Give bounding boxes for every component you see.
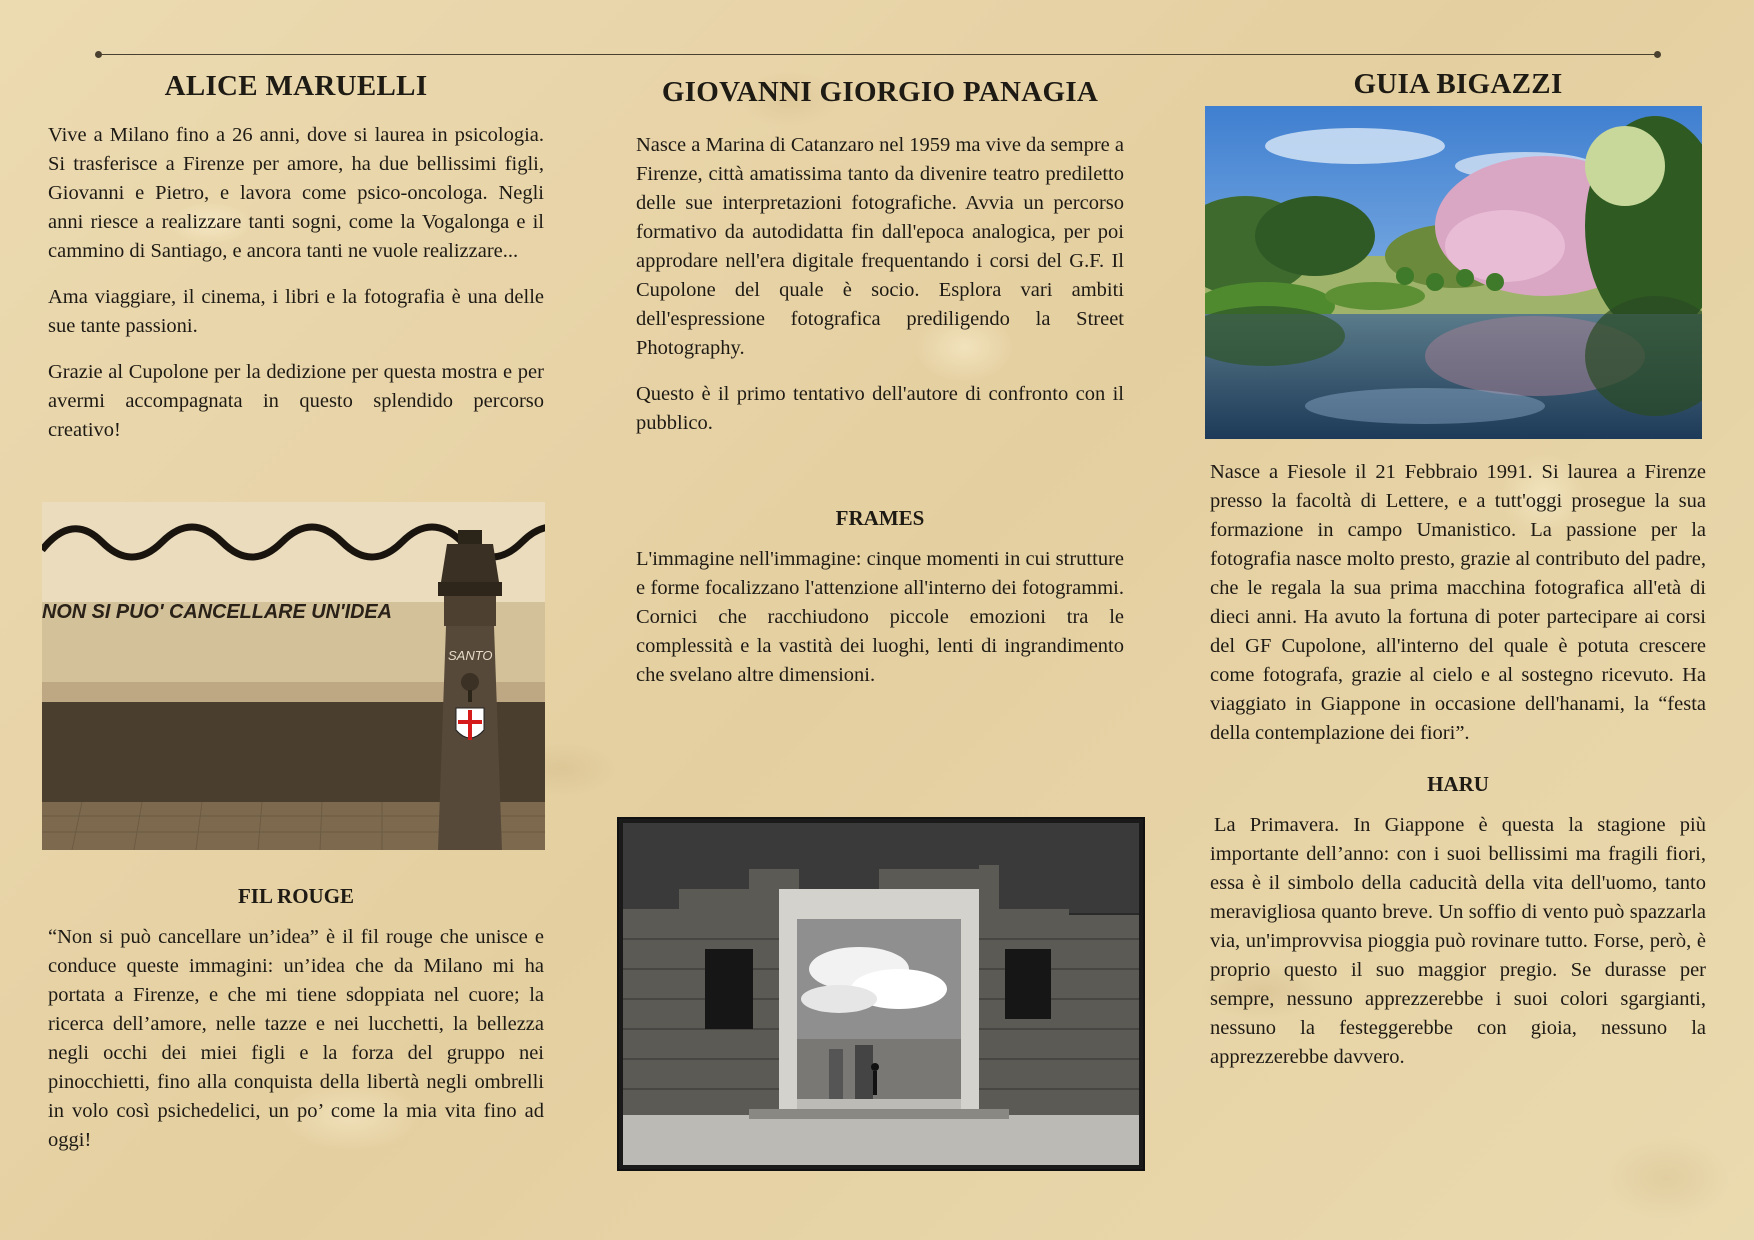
project-title: HARU — [1427, 772, 1489, 796]
author-note: Questo è il primo tentativo dell'autore di confronto con il pubblico. — [636, 383, 1124, 434]
photo-tag-text: SANTO — [448, 648, 493, 663]
column-left — [48, 70, 544, 445]
author-bio: Nasce a Marina di Catanzaro nel 1959 ma vive da sempre a Firenze, città amatissima tanto da divenire teatro prediletto delle sue interpretazioni fotografiche. Avvia un percorso formativo da autodidatta fin dall'epoca analogica, per poi approdare nell'era digitale frequentando i corsi del G.F. Il Cupolone del quale è socio. Esplora vari ambiti dell'espressione fotografica prediligendo la Street Photography. — [636, 134, 1124, 359]
author-interests: Ama viaggiare, il cinema, i libri e la fotografia è una delle sue tante passioni. — [48, 286, 544, 337]
photo-fountain-graffiti — [42, 502, 545, 850]
column-right — [1210, 68, 1706, 101]
top-divider-rule — [98, 54, 1658, 55]
author-bio: Nasce a Fiesole il 21 Febbraio 1991. Si laurea a Firenze presso la facoltà di Lettere, e a tutt'oggi prosegue la sua formazione in campo Umanistico. La passione per la fotografia nasce molto presto, grazie al contributo del padre, che le regala la sua prima macchina fotografica all'età di dieci anni. Ha avuto la fortuna di poter partecipare ai corsi del GF Cupolone, all'interno del quale è potuta crescere come fotografa, grazie al cielo e al sostegno ricevuto. Ha viaggiato in Giappone in occasione dell'hanami, la “festa della contemplazione dei fiori”. — [1210, 461, 1706, 744]
photo-graffiti-text: NON SI PUO' CANCELLARE UN'IDEA — [42, 601, 392, 623]
column-center — [636, 76, 1124, 690]
photo-japanese-garden — [1205, 106, 1702, 439]
project-description: L'immagine nell'immagine: cinque momenti in cui strutture e forme focalizzano l'attenzione all'interno dei fotogrammi. Cornici che racchiudono piccole emozioni tra le complessità e la vastità dei luoghi, lenti di ingrandimento che svelano altre dimensioni. — [636, 548, 1124, 686]
author-thanks: Grazie al Cupolone per la dedizione per questa mostra e per avermi accompagnata in questo splendido percorso creativo! — [48, 361, 544, 441]
project-title: FRAMES — [835, 506, 925, 530]
author-name: ALICE MARUELLI — [164, 70, 428, 102]
author-name: GUIA BIGAZZI — [1353, 68, 1563, 100]
project-description: “Non si può cancellare un’idea” è il fil rouge che unisce e conduce queste immagini: un’idea che da Milano mi ha portata a Firenze, e che mi tiene sdoppiata nel cuore; la ricerca dell’amore, nelle tazze e nei lucchetti, la bellezza negli occhi dei miei figli e la forza del gruppo nei pinocchietti, fino alla conquista della libertà negli ombrelli in volo così psichedelici, un po’ come la mia vita fino ad oggi! — [48, 926, 544, 1151]
photo-ruins-doorway — [617, 817, 1145, 1171]
author-name: GIOVANNI GIORGIO PANAGIA — [661, 76, 1099, 108]
column-right-text — [1210, 458, 1706, 1072]
project-description: La Primavera. In Giappone è questa la stagione più importante dell’anno: con i suoi bellissimi ma fragili fiori, essa è il simbolo della caducità della vita dell'uomo, tanto meravigliosa quanto breve. Un soffio di vento può spazzarla via, un'improvvisa pioggia può rovinare tutto. Forse, però, è proprio questo il suo maggior pregio. Se durasse per sempre, nessuno apprezzerebbe i suoi colori sgargianti, nessuno la festeggerebbe con gioia, nessuno la apprezzerebbe davvero. — [1210, 814, 1706, 1068]
project-title: FIL ROUGE — [237, 884, 355, 908]
author-bio: Vive a Milano fino a 26 anni, dove si laurea in psicologia. Si trasferisce a Firenze per amore, ha due bellissimi figli, Giovanni e Pietro, e lavora come psico-oncologa. Negli anni riesce a realizzare tanti sogni, come la Vogalonga e il cammino di Santiago, e ancora tanti ne vuole realizzare... — [48, 124, 544, 262]
column-left-project — [48, 884, 544, 1155]
